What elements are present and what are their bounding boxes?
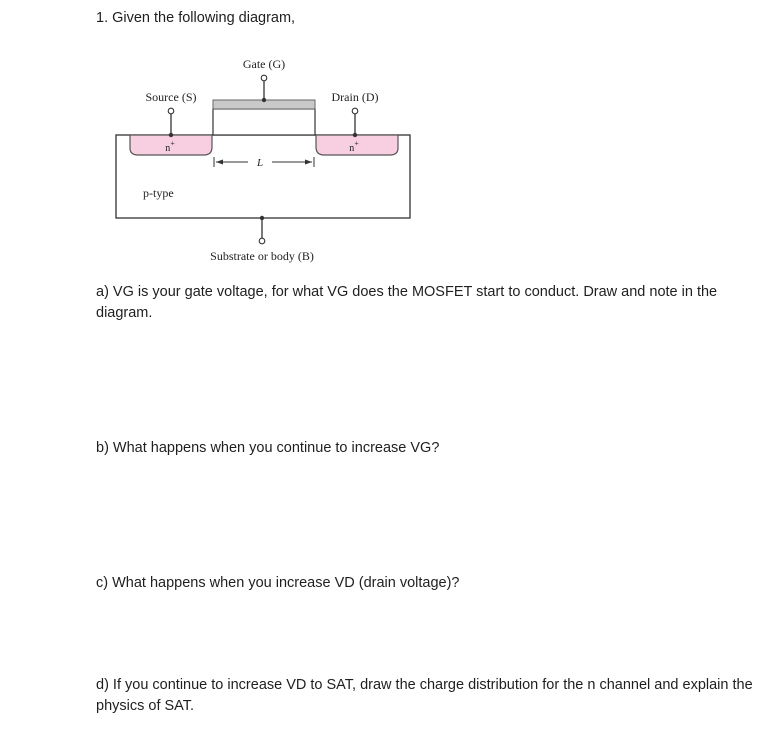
drain-terminal <box>352 108 358 114</box>
source-terminal <box>168 108 174 114</box>
drain-doping-label: n+ <box>349 139 359 154</box>
body-terminal <box>259 238 265 244</box>
body-label: Substrate or body (B) <box>210 249 314 263</box>
drain-label: Drain (D) <box>331 90 379 104</box>
source-label: Source (S) <box>145 90 197 104</box>
substrate-type-label: p-type <box>143 186 174 200</box>
question-heading: 1. Given the following diagram, <box>96 10 296 26</box>
question-c: c) What happens when you increase VD (drain voltage)? <box>96 575 460 591</box>
question-a: a) VG is your gate voltage, for what VG does the MOSFET start to conduct. Draw and note in the diagram. <box>96 284 718 321</box>
question-b: b) What happens when you continue to increase VG? <box>96 440 440 456</box>
source-doping-label: n+ <box>165 139 175 154</box>
gate-terminal <box>261 75 267 81</box>
gate-label: Gate (G) <box>242 57 286 71</box>
question-d: d) If you continue to increase VD to SAT, draw the charge distribution for the n channel and explain the physics of SAT. <box>96 677 753 714</box>
gate-oxide <box>213 109 315 135</box>
mosfet-diagram <box>0 0 766 280</box>
channel-length-label: L <box>256 157 264 169</box>
